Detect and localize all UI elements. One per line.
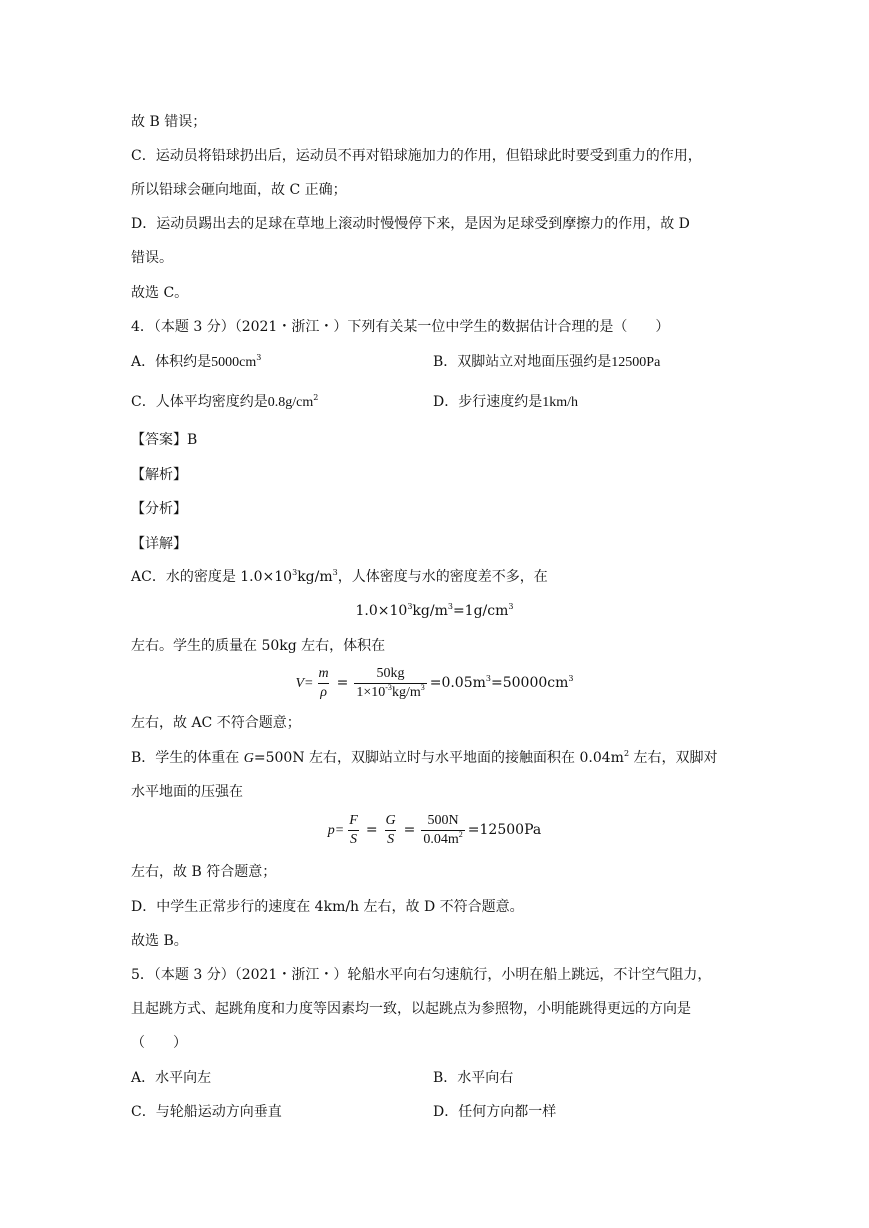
q5-option-c: C．与轮船运动方向垂直 xyxy=(131,1104,282,1120)
superscript: 3 xyxy=(407,602,413,611)
question-4-stem: 4．（本题 3 分）（2021・浙江・）下列有关某一位中学生的数据估计合理的是（ ） xyxy=(131,319,670,335)
eq-fragment: =50000cm xyxy=(491,675,569,691)
question-5-stem: 且起跳方式、起跳角度和力度等因素均一致，以起跳点为参照物，小明能跳得更远的方向是 xyxy=(131,1001,691,1017)
q5-option-d: D．任何方向都一样 xyxy=(433,1104,557,1120)
numerator: 500N xyxy=(427,812,459,828)
superscript: 3 xyxy=(568,674,574,683)
text-fragment: =500N 左右，双脚站立时与水平地面的接触面积在 0.04m xyxy=(253,750,624,766)
equation-pressure: p= $\frac{F}{S}$ = $\frac{G}{S}$ = $\frac{500N}{0.04m^2}$ =12500Pa xyxy=(327,812,542,847)
superscript: 3 xyxy=(332,568,338,577)
fraction xyxy=(354,665,426,702)
superscript: -3 xyxy=(385,682,392,692)
answer-heading: 【答案】B xyxy=(131,432,198,448)
analysis-heading: 【解析】 xyxy=(131,467,187,483)
eq-fragment: V= xyxy=(295,676,314,691)
option-label: D．步行速度约是 xyxy=(433,394,543,410)
fraction xyxy=(347,812,360,849)
text-line: D．运动员踢出去的足球在草地上滚动时慢慢停下来，是因为足球受到摩擦力的作用，故 D xyxy=(131,216,690,232)
text-line-ac xyxy=(131,567,548,587)
superscript: 3 xyxy=(485,674,491,683)
q4-option-c xyxy=(131,392,318,413)
text-fragment: G xyxy=(243,751,254,766)
eq-fragment: p= xyxy=(327,823,345,838)
denominator xyxy=(421,830,464,849)
numerator: F xyxy=(349,812,358,828)
q4-option-a xyxy=(131,352,261,373)
q4-option-d xyxy=(433,392,578,413)
superscript: 3 xyxy=(292,568,298,577)
q5-option-b: B．水平向右 xyxy=(433,1070,514,1086)
numerator: G xyxy=(385,812,396,828)
fraction xyxy=(384,812,398,849)
numerator: m xyxy=(318,665,329,681)
equation-density xyxy=(0,601,869,621)
eq-fragment: 0.04m xyxy=(423,831,459,847)
question-5-stem: 5．（本题 3 分）（2021・浙江・）轮船水平向右匀速航行，小明在船上跳远，不计空气阻力， xyxy=(131,967,712,983)
text-line: 故 B 错误； xyxy=(131,114,207,130)
text-line: 故选 C。 xyxy=(131,285,189,301)
text-line: 错误。 xyxy=(131,250,173,266)
text-line: 左右。学生的质量在 50kg 左右，体积在 xyxy=(131,638,386,654)
equation-volume: V= $\frac{m}{\rho}$ = $\frac{50kg}{1\times 10^{-3}kg/m^3}$ $=0.05m^3=50000cm^3$ xyxy=(295,665,574,700)
eq-fragment: =12500Pa xyxy=(467,822,542,838)
option-value: 1km/h xyxy=(542,395,579,410)
detail-heading: 【详解】 xyxy=(131,536,187,552)
denominator: S xyxy=(350,831,358,847)
q4-option-b xyxy=(433,352,660,373)
text-fragment: B．学生的体重在 xyxy=(131,750,244,766)
text-fragment: ，人体密度与水的密度差不多，在 xyxy=(337,569,548,585)
denominator: S xyxy=(387,831,395,847)
text-fragment: 左右，双脚对 xyxy=(629,750,718,766)
eq-fragment: kg/m xyxy=(391,684,421,700)
text-line: 所以铅球会砸向地面，故 C 正确； xyxy=(131,182,347,198)
eq-fragment: 1×10 xyxy=(356,684,386,700)
superscript: 3 xyxy=(256,353,262,362)
text-line-b xyxy=(131,748,717,769)
fraction xyxy=(317,665,331,702)
option-value: 5000cm xyxy=(211,355,257,370)
superscript: 3 xyxy=(420,682,425,692)
eq-fragment: =0.05m xyxy=(429,675,486,691)
text-fragment: AC．水的密度是 1.0×10 xyxy=(131,569,293,585)
numerator: 50kg xyxy=(376,665,405,681)
superscript: 2 xyxy=(458,829,463,839)
text-line: 故选 B。 xyxy=(131,933,188,949)
fraction xyxy=(421,812,464,849)
text-line: 左右，故 AC 不符合题意； xyxy=(131,715,301,731)
option-label: A．体积约是 xyxy=(131,354,212,370)
superscript: 3 xyxy=(508,602,514,611)
superscript: 3 xyxy=(447,602,453,611)
superscript: 2 xyxy=(313,393,319,402)
text-line: 左右，故 B 符合题意； xyxy=(131,864,277,880)
eq-fragment: kg/m xyxy=(412,603,448,619)
q5-option-a: A．水平向左 xyxy=(131,1070,212,1086)
option-value: 0.8g/cm xyxy=(267,395,314,410)
text-line: 水平地面的压强在 xyxy=(131,784,243,800)
option-value: 12500Pa xyxy=(611,355,661,370)
text-fragment: kg/m xyxy=(297,569,333,585)
text-line: C．运动员将铅球扔出后，运动员不再对铅球施加力的作用，但铅球此时要受到重力的作用， xyxy=(131,148,702,164)
superscript: 2 xyxy=(623,749,630,758)
fenxi-heading: 【分析】 xyxy=(131,501,187,517)
eq-fragment: =1g/cm xyxy=(452,603,509,619)
denominator xyxy=(354,683,426,702)
option-label: B．双脚站立对地面压强约是 xyxy=(433,354,612,370)
denominator: ρ xyxy=(320,684,327,700)
question-5-stem: （ ） xyxy=(131,1035,187,1051)
text-line: D．中学生正常步行的速度在 4km/h 左右，故 D 不符合题意。 xyxy=(131,899,524,915)
eq-fragment: 1.0×10 xyxy=(355,603,408,619)
option-label: C．人体平均密度约是 xyxy=(131,394,268,410)
